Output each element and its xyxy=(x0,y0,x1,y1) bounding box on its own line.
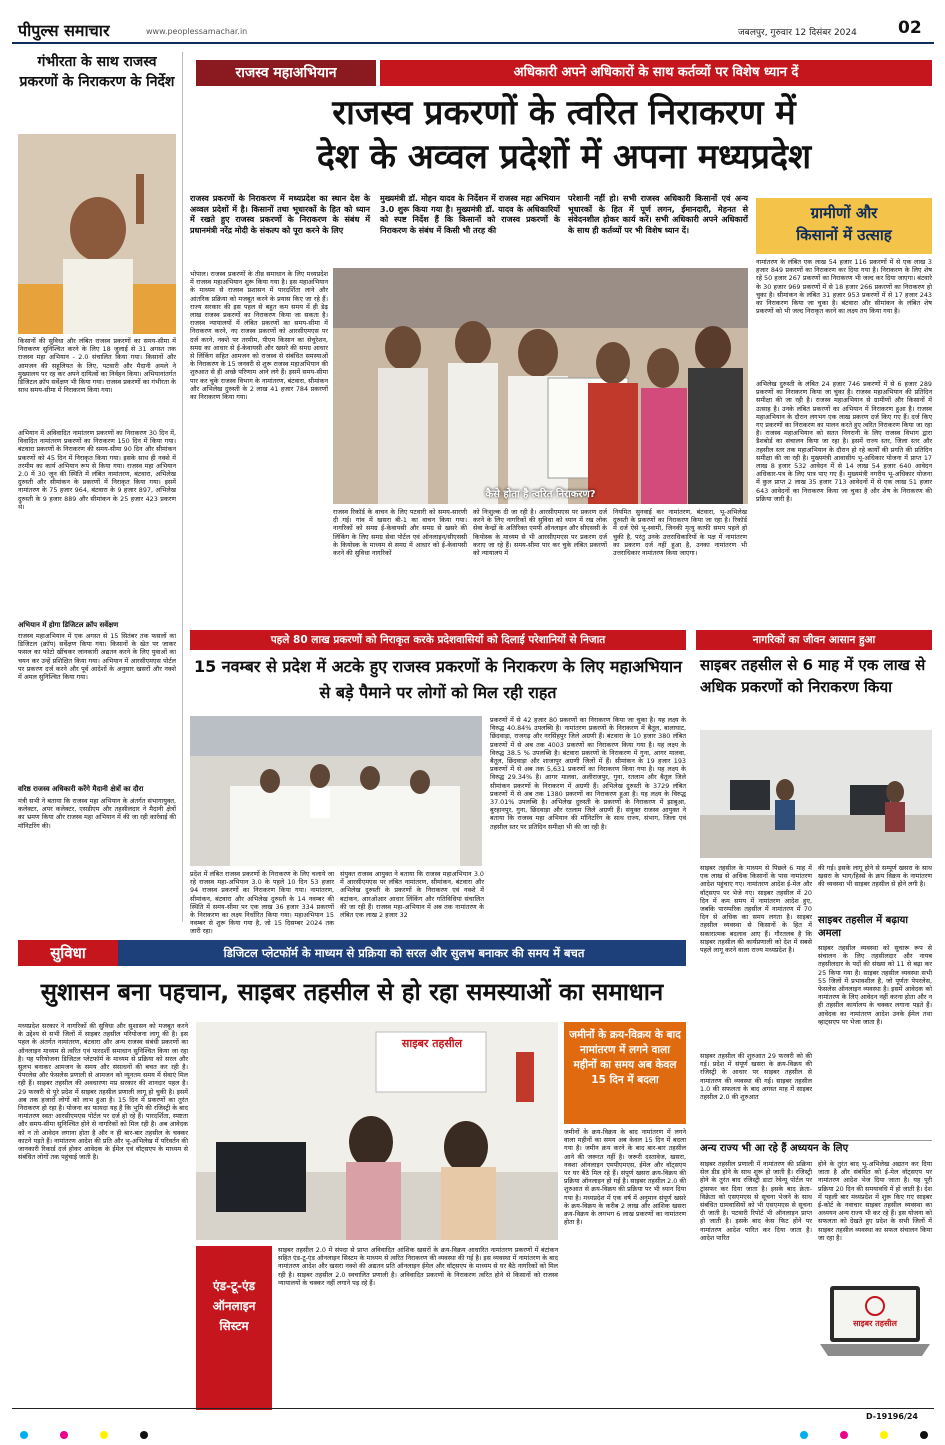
cyber-story-col-2: की गई। इसके लागू होने से सम्पूर्ण खसरा के साथ खसरा के भाग/हिस्से के क्रय विक्रय के नामांतरण की व्यवस्था भी साइबर तहसील से होने लगी है। xyxy=(818,864,932,889)
rural-box xyxy=(756,198,932,612)
sidebar-para-4: मंत्री सभी ने बताया कि राजस्व महा अभियान के अंतर्गत संभागायुक्त, कलेक्टर, अपर कलेक्टर, एसडीएम और तहसीलदार ने मैदानी क्षेत्रों का भ्रमण किया और राजस्व महा अभियान में की जा रही कार्रवाई की मॉनिटरिंग की। xyxy=(18,797,176,830)
top-story-intro-2: मुख्यमंत्री डॉ. मोहन यादव के निर्देशन में राजस्व महा अभियान 3.0 शुरू किया गया है। मुख्यमंत्री डॉ. यादव के अधिकारियों को स्पष्ट निर्देश हैं कि किसानों को राजस्व प्रकरणों के निराकरण के संबंध में किसी भी तरह की xyxy=(380,194,560,235)
top-story-headline-1: राजस्व प्रकरणों के त्वरित निराकरण में xyxy=(332,93,796,133)
rural-para-2: अभिलेख दुरुस्ती के लंबित 24 हजार 746 प्रकरणों में से 6 हजार 289 प्रकरणों का निराकरण किया जा चुका है। राजस्व महाअभियान की प्रतिदिन समीक्षा की जा रही है। राजस्व महाअभियान से ग्रामीणों और किसानों में उत्साह है। उनके लंबित प्रकरणों का अभियान में निराकरण हुआ है। राजस्व महाअभियान के दौरान लगभग एक लाख प्रकरण दर्ज किए गए हैं। दर्ज किए गए प्रकरणों का निराकरण का पालन करते हुए त्वरित निराकरण किया जा रहा है। राजस्व महाअभियान को सतत निगरानी के लिए राजस्व विभाग द्वारा डैशबोर्ड का संचालन किया जा रहा है। इसमें राज्य स्तर, जिला स्तर और तहसील स्तर तक महाअभियान के दौरान हो रहे कार्यों की प्रगति की प्रतिदिन समीक्षा की जा रही है। मुख्यमंत्री आवासीय भू-अधिकार योजना में प्राप्त 17 लाख 8 हजार 532 आवेदन में से 14 लाख 54 हजार 640 आवेदन अधिकार-पत्र के लिए पात्र पाए गए हैं। मुख्यमंत्री नगरीय भू-अधिकार योजना में कुल प्राप्त 2 लाख 35 हजार 713 आवेदनों में से एक लाख 51 हजार 643 आवेदनों का निराकरण किया जा चुका है और शेष के निराकरण की प्रक्रिया जारी है। xyxy=(756,380,932,503)
suvidha-col-5a: साइबर तहसील प्रणाली में नामांतरण की प्रक्रिया सेल डीड होने के साथ शुरू हो जाती है। रजिस्ट्री होने के तुरंत बाद रजिस्ट्री डाटा रेवेन्यू पोर्टल पर ट्रांसफर कर दिया जाता है। इसके बाद क्रेता-विक्रेता को एसएमएस से सूचना भेजने के साथ संबंधित ग्रामवासियों को भी एसएमएस से सूचना दी जाती है। पटवारी रिपोर्ट भी ऑनलाइन प्राप्त हो जाती है। इसके बाद केस फिट होने पर नामांतरण आदेश पारित कर दिया जाता है। आदेश पारित xyxy=(700,1160,812,1242)
middle-story-bottom-col-1: प्रदेश में लंबित राजस्व प्रकरणों के निराकरण के लिए चलाये जा रहे राजस्व महा-अभियान 3.0 के पहले 10 दिन 53 हजार 94 राजस्व प्रकरणों का निराकरण किया गया। नामांतरण, सीमांकन, बंटवारा और अभिलेख दुरुस्ती के 14 नवम्बर की स्थिति में समय-सीमा पर एक लाख 36 हजार 334 प्रकरणों के निराकरण का लक्ष्य निर्धारित किया गया। महाअभियान 15 नवम्बर से शुरू किया गया है, जो 15 दिसम्बर 2024 तक जारी रहा। xyxy=(190,870,334,936)
cyber-story-subhead: साइबर तहसील में बढ़ाया अमला xyxy=(818,915,908,939)
middle-story-right-col: प्रकरणों में से 42 हजार 80 प्रकरणों का निराकरण किया जा चुका है। यह लक्ष्य के विरुद्ध 40.84% उपलब्धि है। नामांतरण प्रकरणों के निराकरण में बैतूल, बालाघाट, छिंदवाड़ा, राजगढ़ और नरसिंहपुर जिले अग्रणी हैं। बंटवारा के 10 हजार 380 लंबित प्रकरणों में से अब तक 4003 प्रकरणों का निराकरण किया गया है। यह लक्ष्य के विरुद्ध 38.5 % उपलब्धि है। बंटवारा प्रकरणों के निराकरण में गुना, आगर मालवा, बैतूल, छिंदवाड़ा और शाजापुर अग्रणी जिलों में हैं। सीमांकन के 19 हजार 193 प्रकरणों में से अब तक 5,631 प्रकरणों का निराकरण किया गया है। यह लक्ष्य के विरुद्ध 29.34% है। आगर मालवा, अलीराजपुर, गुना, रतलाम और बैतूल जिले सीमांकन प्रकरणों के निराकरण में अग्रणी हैं। अभिलेख दुरुस्ती के 3729 लंबित प्रकरणों में से अब तक 1380 प्रकरणों का निराकरण हुआ है। यह लक्ष्य के विरुद्ध 37.01% उपलब्धि है। अभिलेख दुरुस्ती के प्रकरणों के निराकरण में झाबुआ, बुरहानपुर, गुना, छिंदवाड़ा और रतलाम जिले अग्रणी हैं। संयुक्त राजस्व आयुक्त ने बताया कि राजस्व महा अभियान की मॉनिटरिंग के साथ राज्य, संभाग, जिला एवं तहसील स्तर पर प्रतिदिन समीक्षा भी की जा रही है। xyxy=(490,716,686,831)
top-story-body: भोपाल। राजस्व प्रकरणों के तीव्र समाधान के लिए मध्यप्रदेश में राजस्व महाअभियान शुरू किया गया है। इस महाअभियान के माध्यम से राजस्व प्रशासन में पारदर्शिता लाने और आंतरिक प्रक्रिया को मजबूत करने के प्रयास किए जा रहे हैं। राज्य सरकार की इस पहल से बहुत कम समय में ही डेढ़ लाख राजस्व प्रकरणों का निराकरण किया जा सकता है। राजस्व न्यायालयों में लंबित प्रकरणों का समय-सीमा में निराकरण करने, नए राजस्व प्रकरणों को आरसीएमएस पर दर्ज करने, नक्शे पर तरमीम, पीएम किसान का सेचुरेशन, समग्र का आधार से ई-केवायसी और खसरे की समग्र आधार से लिंकिंग सहित आमजन को राजस्व से संबंधित समस्याओं के निराकरण के 15 जनवरी से शुरू राजस्व महाअभियान की शुरुआत से ही अच्छे परिणाम आने लगे हैं। इसमें समय-सीमा पार कर चुके राजस्व विभाग के नामांतरण, बंटवारा, सीमांकन और अभिलेख दुरुस्ती के 2 लाख 41 हजार 784 प्रकरणों का निराकरण किया गया। xyxy=(190,270,329,402)
footer-code: D-19196/24 xyxy=(866,1412,918,1421)
masthead-logo: पीपुल्स समाचार xyxy=(18,21,110,40)
sidebar-divider xyxy=(182,52,183,922)
top-story-intro-1: राजस्व प्रकरणों के निराकरण में मध्यप्रदेश का स्थान देश के अव्वल प्रदेशों में है। किसानों तथा भूधारकों के हित को ध्यान में रखते हुए राजस्व प्रकरणों के निराकरण के संबंध में प्रधानमंत्री नरेंद्र मोदी के संकल्प को पूरा करने के लिए xyxy=(190,194,370,235)
suvidha-bar xyxy=(18,940,686,966)
suvidha-headline: सुशासन बना पहचान, साइबर तहसील से हो रहा समस्याओं का समाधान xyxy=(40,978,664,1006)
suvidha-col-1: मध्यप्रदेश सरकार ने नागरिकों की सुविधा और सुशासन को मजबूत करने के उद्देश्य से सभी जिलों में साइबर तहसील परियोजना लागू की है। इस पहल के अंतर्गत नामांतरण, बंटवारा और अन्य राजस्व संबंधी प्रकरणों का ऑनलाइन माध्यम से त्वरित एवं पारदर्शी समाधान सुनिश्चित किया जा रहा है। यह परियोजना डिजिटल प्लेटफॉर्म के माध्यम से प्रक्रिया को सरल और सुलभ बनाकर आमजन के समय और संसाधनों की बचत कर रही है। पेपरलेस और फेसलेस प्रणाली से आमजन को न्यूनतम समय में सेवाएं मिल रही हैं। साइबर तहसील की अवधारणा मप्र सरकार की शानदार पहल है। 29 फरवरी से पूरे प्रदेश में साइबर तहसील प्रणाली लागू हो चुकी है। इसमें अब तक हजारों लोगों को लाभ हुआ है। 15 दिन में प्रकरणों का तुरंत निराकरण हो रहा है। योजना का फायदा यह है कि भूमि की रजिस्ट्री के बाद नामांतरण स्वतः आरसीएमएस पोर्टल पर दर्ज हो रहे हैं। पारदर्शिता, स्पष्टता और समय-सीमा सुनिश्चित होने से नागरिकों को मिल रही है। अब आवेदक को न तो आवेदन लगाना होता है और न ही बार-बार तहसील के चक्कर काटने पड़ते हैं। नामांतरण आदेश की प्रति और भू-अभिलेख में परिवर्तन की जानकारी रिकार्ड दर्ज होकर आवेदक के ईमेल एवं वॉट्सएप के माध्यम से संबंधित लोगों तक पहुंचाई जाती है। xyxy=(18,1022,188,1162)
footer-rule xyxy=(12,1408,934,1409)
registration-mark-yellow-2 xyxy=(880,1431,888,1439)
cyber-story-headline: साइबर तहसील से 6 माह में एक लाख से अधिक प्रकरणों को निराकरण किया xyxy=(700,656,926,696)
suvidha-tag: सुविधा xyxy=(18,940,118,966)
suvidha-subhead: अन्य राज्य भी आ रहे हैं अध्ययन के लिए xyxy=(700,1140,932,1157)
sidebar-subhead-2: वरिष्ठ राजस्व अधिकारी करेंगे मैदानी क्षेत्रों का दौरा xyxy=(18,785,144,793)
sidebar-subhead-1: अभियान में होगा डिजिटल क्रॉप सर्वेक्षण xyxy=(18,621,119,629)
rural-headline-1: ग्रामीणों और xyxy=(810,204,878,222)
suvidha-col-5b: होने के तुरंत बाद भू-अभिलेख अद्यतन कर दिया जाता है और संबंधित को ई-मेल वॉट्सएप पर नामांतरण आदेश भेज दिया जाता है। यह पूरी प्रक्रिया 20 दिन की समयावधि में हो जाती है। देश में पहली बार मध्यप्रदेश में शुरू किए गए साइबर ई-कोर्ट के नवाचार साइबर तहसील व्यवस्था का अध्ययन अन्य राज्य भी कर रहे हैं। इस योजना को सफलता को देखते हुए प्रदेश के सभी जिलों में साइबर तहसील व्यवस्था का सफल संचालन किया जा रहा है। xyxy=(818,1160,932,1242)
top-story-kicker: अधिकारी अपने अधिकारों के साथ कर्तव्यों पर विशेष ध्यान दें xyxy=(380,60,932,86)
registration-mark-magenta xyxy=(60,1431,68,1439)
suvidha-office-photo xyxy=(196,1022,558,1240)
caption-col-2: को निःशुल्क दी जा रही है। आरसीएमएस पर प्रकरण दर्ज करने के लिए नागरिकों की सुविधा को ध्यान में रख लोक सेवा केन्द्रों के अतिरिक्त एमपी ऑनलाइन और सीएससी के कियोस्क के माध्यम से भी आरसीएमएस पर प्रकरण दर्ज कराए जा रहे हैं। समय-सीमा पार कर चुके लंबित प्रकरणों को न्यायालय में xyxy=(473,508,607,558)
laptop-graphic xyxy=(818,1282,932,1362)
sidebar-para-2: अभियान में अविवादित नामांतरण प्रकरणों का निराकरण 30 दिन में, विवादित नामांतरण प्रकरणों का निराकरण 150 दिन में किया गया। बंटवारा प्रकरणों के निराकरण की समय-सीमा 90 दिन और सीमांकन प्रकरणों को 45 दिन में निराकृत किया गया। इसके साथ ही नक्शे में तरमीम का कार्य अभियान रूप से किया गया। राजस्व महा अभियान 2.0 में 30 जून की स्थिति में लंबित नामांतरण, बंटवारा, अभिलेख दुरुस्ती और सीमांकन के प्रकरणों में निराकृत किया गया। इसमें नामांतरण के 75 हजार 964, बंटवारा के 9 हजार 897, अभिलेख दुरुस्ती के 9 हजार 889 और सीमांकन के 25 हजार 423 प्रकरण थे। xyxy=(18,429,176,511)
cyber-tehsil-office-graphic xyxy=(196,1022,558,1240)
suvidha-col-3: जमीनों के क्रय-विक्रय के बाद नामांतरण में लगने वाला महीनों का समय अब केवल 15 दिन में बदला गया है। जमीन क्रय करने के बाद बार-बार तहसील आने की जरूरत नहीं है। जरूरी दस्तावेज, खसरा, नक्शा ऑनलाइन एमपीएमएस, ईमेल और वॉट्सएप पर घर बैठे मिल रहे हैं। संपूर्ण खसरा क्रय-विक्रय की प्रक्रिया ऑनलाइन हो गई है। साइबर तहसील 2.0 की शुरुआत से क्रय-विक्रय की प्रक्रिया पर भी ध्यान दिया गया है। मध्यप्रदेश में एक वर्ष में अनुमान संपूर्ण खसरे के क्रय-विक्रय के करीब 2 लाख और आंशिक खसरा क्रय-विक्रय के लगभग 6 लाख प्रकरणों का नामांतरण होता है। xyxy=(564,1128,686,1227)
certificate-ceremony-graphic xyxy=(333,268,748,504)
page-number: 02 xyxy=(898,18,922,38)
masthead-dateline: जबलपुर, गुरुवार 12 दिसंबर 2024 xyxy=(738,28,857,38)
cm-portrait-graphic xyxy=(18,134,176,334)
middle-story-headline: 15 नवम्बर से प्रदेश में अटके हुए राजस्व प्रकरणों के निराकरण के लिए महाअभियान से बड़े पैमाने पर लोगों को मिल रही राहत xyxy=(193,657,683,702)
caption-col-1: राजस्व रिकॉर्ड के वाचन के लिए पटवारी को समय-सारणी दी गई। गांव में खसरा बी-1 का वाचन किया गया। नागरिकों को समग्र ई-केवायसी और समग्र से खसरे की लिंकिंग के लिए समग्र सेवा पोर्टल एवं ऑनलाइन/सीएससी के कियोस्क के माध्यम से समग्र में आधार को ई-केवायसी करने की सुविधा नागरिकों xyxy=(333,508,467,558)
rural-box-headline xyxy=(756,198,932,254)
suvidha-kicker: डिजिटल प्लेटफॉर्म के माध्यम से प्रक्रिया को सरल और सुलभ बनाकर की समय में बचत xyxy=(223,946,585,960)
review-meeting-graphic xyxy=(190,716,482,866)
top-story-photo xyxy=(333,268,748,504)
top-story-intro-3: परेशानी नहीं हो। सभी राजस्व अधिकारी किसानों एवं अन्य भूधारकों के हित में पूर्ण लगन, ईमानदारी, मेहनत से संवेदनशील होकर कार्य करें। सभी अधिकारी अपने अधिकारों के साथ ही कर्तव्यों पर भी विशेष ध्यान दें। xyxy=(568,194,748,235)
masthead xyxy=(0,0,945,44)
registration-mark-black xyxy=(140,1431,148,1439)
cyber-office-photo xyxy=(700,730,932,858)
sidebar-para-3: राजस्व महाअभियान में एक अगस्त से 15 सितंबर तक फसलों का डिजिटल (क्रॉप) सर्वेक्षण किया गया। किसानों के खेत पर जाकर फसल का फोटो खींचकर जानकारी अद्यतन करने के लिए युवाओं का चयन कर उन्हें प्रशिक्षित किया गया। अभियान में आरसीएमएस पोर्टल पर प्रकरण दर्ज करने और पूर्व आदेशों के अनुसार खसरों और नक्शे में अमल सुनिश्चित किया गया। xyxy=(18,632,176,682)
top-story-tag: राजस्व महाअभियान xyxy=(196,60,376,86)
masthead-rule xyxy=(12,42,934,44)
end-to-end-box: एंड-टू-एंड ऑनलाइन सिस्टम xyxy=(196,1246,272,1410)
registration-mark-cyan-2 xyxy=(800,1431,808,1439)
rural-headline-2: किसानों में उत्साह xyxy=(796,226,892,244)
sidebar xyxy=(18,52,176,922)
orange-box: जमीनों के क्रय-विक्रय के बाद नामांतरण में लगने वाला महीनों का समय अब केवल 15 दिन में बदला xyxy=(564,1022,686,1124)
registration-mark-magenta-2 xyxy=(840,1431,848,1439)
registration-mark-cyan xyxy=(20,1431,28,1439)
cyber-story-col-2b: साइबर तहसील व्यवस्था को सुचारू रूप से संचालन के लिए तहसीलदार और नायब तहसीलदार के पदों की संख्या को 11 से बढ़ा कर 25 किया गया है। साइबर तहसील व्यवस्था सभी 55 जिलों में प्रभावशील है, जो पूर्णतः पेपरलेस, फेसलेस ऑनलाइन व्यवस्था है। इसमें आवेदक को नामांतरण के लिए आवेदन नहीं करना होता और न ही तहसील कार्यालय के चक्कर लगाना पड़ते हैं। आवेदक का नामांतरण आदेश उनके ईमेल तथा व्हाट्सएप पर भेजा जाता है। xyxy=(818,944,932,1026)
rural-para-1: नामांतरण के लंबित एक लाख 54 हजार 116 प्रकरणों में से एक लाख 3 हजार 849 प्रकरणों का निराकरण कर दिया गया है। निराकरण के लिए शेष रहे 50 हजार 267 प्रकरणों का निराकरण भी जल्द कर दिया जाएगा। बंटवारे के 30 हजार 969 प्रकरणों में से 18 हजार 266 प्रकरणों का निराकरण हो चुका है। सीमांकन के लंबित 31 हजार 953 प्रकरणों में से 17 हजार 243 का निराकरण किया जा चुका है। बंटवारा और सीमांकन के लंबित शेष प्रकरणों को भी जल्द निराकृत करने का लक्ष्य तय किया गया है। xyxy=(756,258,932,316)
sidebar-headline: गंभीरता के साथ राजस्व प्रकरणों के निराकरण के निर्देश xyxy=(19,54,175,90)
laptop-label: साइबर तहसील xyxy=(853,1319,897,1328)
sidebar-photo xyxy=(18,134,176,334)
registration-mark-black-2 xyxy=(920,1431,928,1439)
cyber-office-graphic xyxy=(700,730,932,858)
top-story-headline-2: देश के अव्वल प्रदेशों में अपना मध्यप्रदेश xyxy=(316,137,812,177)
suvidha-col-4: साइबर तहसील की शुरुआत 29 फरवरी को की गई। प्रदेश में संपूर्ण खसरा के क्रय-विक्रय की रजिस्ट्री के आधार पर साइबर तहसील से नामांतरण की व्यवस्था की गई। साइबर तहसील 1.0 की सफलता के बाद अगस्त माह में साइबर तहसील 2.0 की शुरुआत xyxy=(700,1052,812,1102)
meeting-photo xyxy=(190,716,482,866)
cyber-story-col-1: साइबर तहसील के माध्यम से पिछले 6 माह में एक लाख से अधिक किसानों के पास नामांतरण आदेश पहुंचाए गए। नामांतरण आदेश ई-मेल और वॉट्सएप पर भेजे गए। साइबर तहसील में 20 दिन में कम समय में नामांतरण आदेश हुए, जबकि पारम्परिक तहसील में नामांतरण में 70 दिन से अधिक का समय लगता है। साइबर तहसील व्यवस्था से किसानों के हित में सकारात्मक बदलाव आए हैं। गौरतलब है कि साइबर तहसील की कार्यप्रणाली को देश में सबसे पहले लागू करने वाला राज्य मध्यप्रदेश है। xyxy=(700,864,812,955)
registration-mark-yellow xyxy=(100,1431,108,1439)
middle-story-bottom-col-2: संयुक्त राजस्व आयुक्त ने बताया कि राजस्व महाअभियान 3.0 में आरसीएमएस पर लंबित नामांतरण, सीमांकन, बंटवारा और अभिलेख दुरुस्ती के प्रकरणों के निराकरण एवं नक्शे में बटांकन, आरओआर आधार लिंकिंग और गतिविधियां संचालित की जा रही हैं। राजस्व महा-अभियान में अब तक नामांतरण के लंबित एक लाख 2 हजार 32 xyxy=(340,870,484,920)
cyber-story-kicker: नागरिकों का जीवन आसान हुआ xyxy=(696,630,932,650)
end-to-end-text: साइबर तहसील 2.0 में संपदा से प्राप्त अविवादित आंशिक खसरों के क्रय-विक्रय आधारित नामांतरण प्रकरणों में बंटांकन सहित एंड-टू-एंड ऑनलाइन सिस्टम के माध्यम से त्वरित निराकरण की व्यवस्था की गई है। इस व्यवस्था में नामांतरण के बाद नामांतरण आदेश और खसरा नक्शे की अद्यतन प्रति ऑनलाइन ईमेल और वॉट्सएप के माध्यम से घर बैठे नागरिकों को मिल रही है। साइबर तहसील 2.0 स्वचालित प्रणाली है। अविवादित प्रकरणों के निराकरण त्वरित होने से किसानों को राजस्व न्यायालयों के चक्कर नहीं लगाने पड़ रहे हैं। xyxy=(278,1246,558,1287)
caption-col-3: नियमित सुनवाई कर नामांतरण, बंटवारा, भू-अभिलेख दुरुस्ती के प्रकरणों का निराकरण किया जा रहा है। रिकॉर्ड में दर्ज ऐसे भू-स्वामी, जिनकी मृत्यु काफी समय पहले हो चुकी है, परंतु उनके उत्तराधिकारियों के पक्ष में नामांतरण का प्रकरण दर्ज नहीं हुआ है, उनका नामांतरण भी उत्तराधिकार नामांतरण किया जाएगा। xyxy=(613,508,747,558)
middle-story-kicker: पहले 80 लाख प्रकरणों को निराकृत करके प्रदेशवासियों को दिलाई परेशानियों से निजात xyxy=(190,630,686,650)
sidebar-para-1: किसानों की सुविधा और लंबित राजस्व प्रकरणों का समय-सीमा में निराकरण सुनिश्चित करने के लिए 18 जुलाई से 31 अगस्त तक राजस्व महा अभियान - 2.0 संचालित किया गया। किसानों और आमजन की सहूलियत के लिए, पटवारी और मैदानी अमले ने मुख्यालय पर रह कर अपने दायित्वों का निर्वहन किया। अभियानांतर्गत डिजिटल क्रॉप सर्वेक्षण भी किया गया। राजस्व प्रकरणों का गंभीरता के साथ समय-सीमा में निराकरण किया गया। xyxy=(18,337,176,395)
photo-caption: कैसे होता है त्वरित निराकरण? xyxy=(485,489,596,500)
office-sign: साइबर तहसील xyxy=(401,1037,463,1050)
masthead-website: www.peoplessamachar.in xyxy=(146,27,248,36)
